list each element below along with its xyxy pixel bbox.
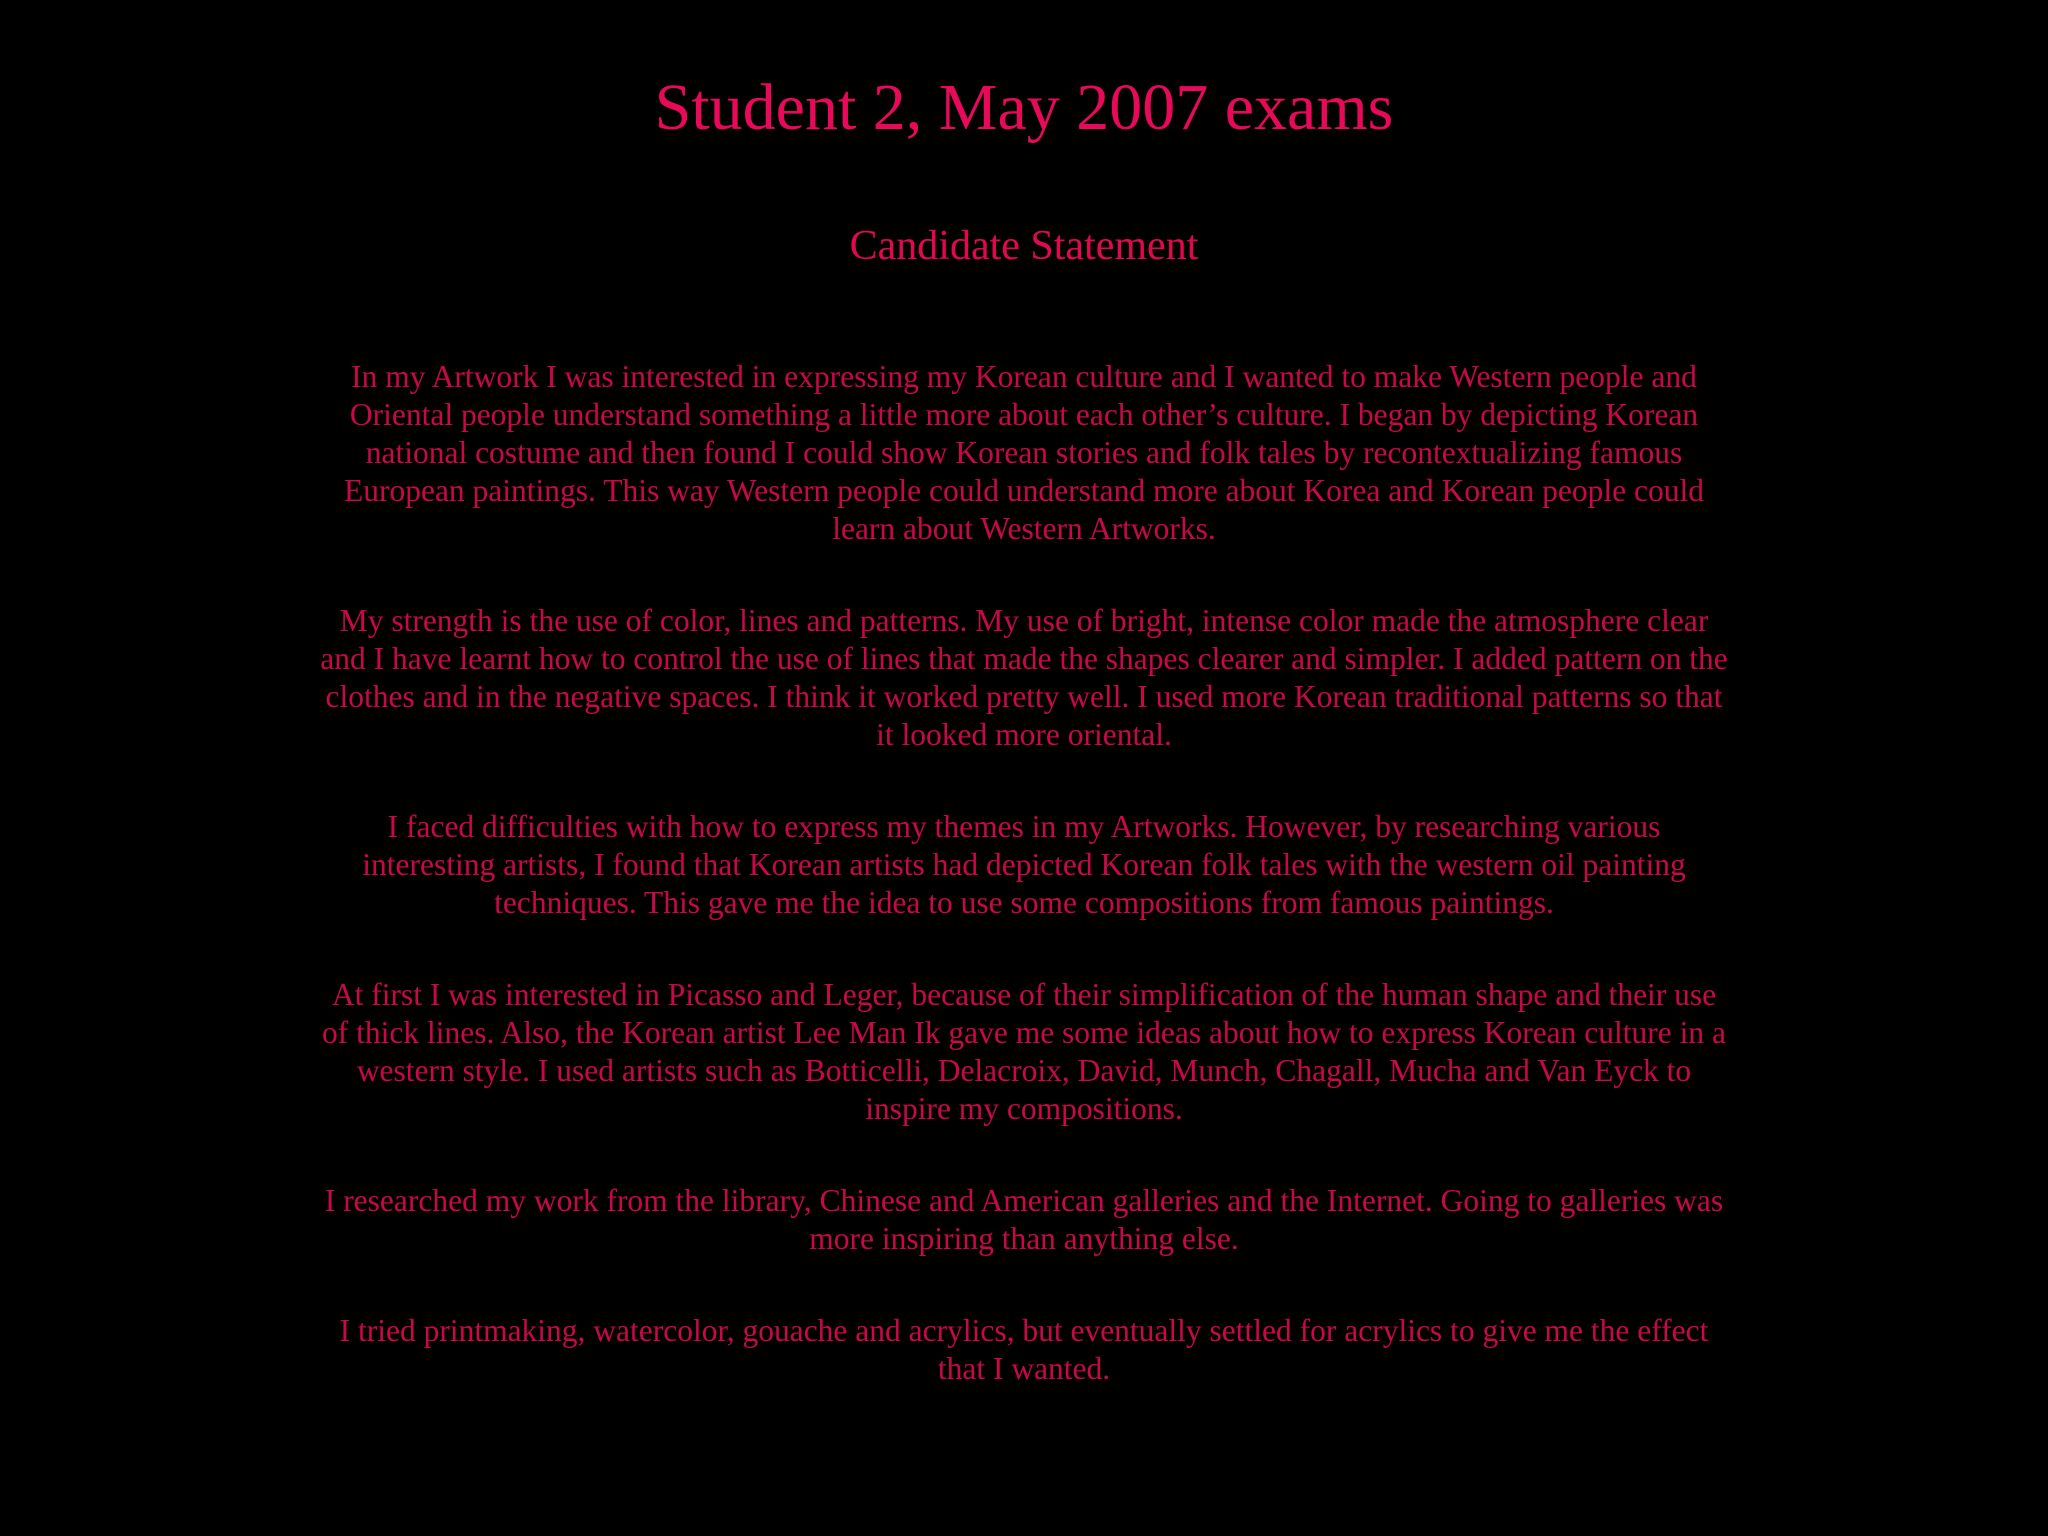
paragraph-strengths: My strength is the use of color, lines and patterns. My use of bright, intense color made the atmosphere clear and I have learnt how to control the use of lines that made the shapes clearer and simpler. I added pattern on the clothes and in the negative spaces. I think it worked pretty well. I used more Korean traditional patterns so that it looked more oriental. — [320, 603, 1728, 752]
paragraph-media: I tried printmaking, watercolor, gouache and acrylics, but eventually settled for acrylics to give me the effect that I wanted. — [339, 1313, 1709, 1386]
paragraph-research: I researched my work from the library, Chinese and American galleries and the Internet. Going to galleries was more inspiring than anything else. — [324, 1183, 1724, 1256]
paragraph-culture: In my Artwork I was interested in expressing my Korean culture and I wanted to make Western people and Oriental people understand something a little more about each other’s culture. I began by depicting Korean national costume and then found I could show Korean stories and folk tales by recontextualizing famous European paintings. This way Western people could understand more about Korea and Korean people could learn about Western Artworks. — [343, 359, 1705, 546]
paragraph-influences: At first I was interested in Picasso and Leger, because of their simplification of the human shape and their use of thick lines. Also, the Korean artist Lee Man Ik gave me some ideas about how to express Korean culture in a western style. I used artists such as Botticelli, Delacroix, David, Munch, Chagall, Mucha and Van Eyck to inspire my compositions. — [322, 977, 1726, 1126]
paragraph-difficulties: I faced difficulties with how to express my themes in my Artworks. However, by researching various interesting artists, I found that Korean artists had depicted Korean folk tales with the western oil painting techniques. This gave me the idea to use some compositions from famous paintings. — [362, 809, 1686, 920]
statement-body — [320, 358, 1728, 1442]
page-title: Student 2, May 2007 exams — [654, 71, 1394, 144]
section-heading: Candidate Statement — [849, 223, 1199, 269]
